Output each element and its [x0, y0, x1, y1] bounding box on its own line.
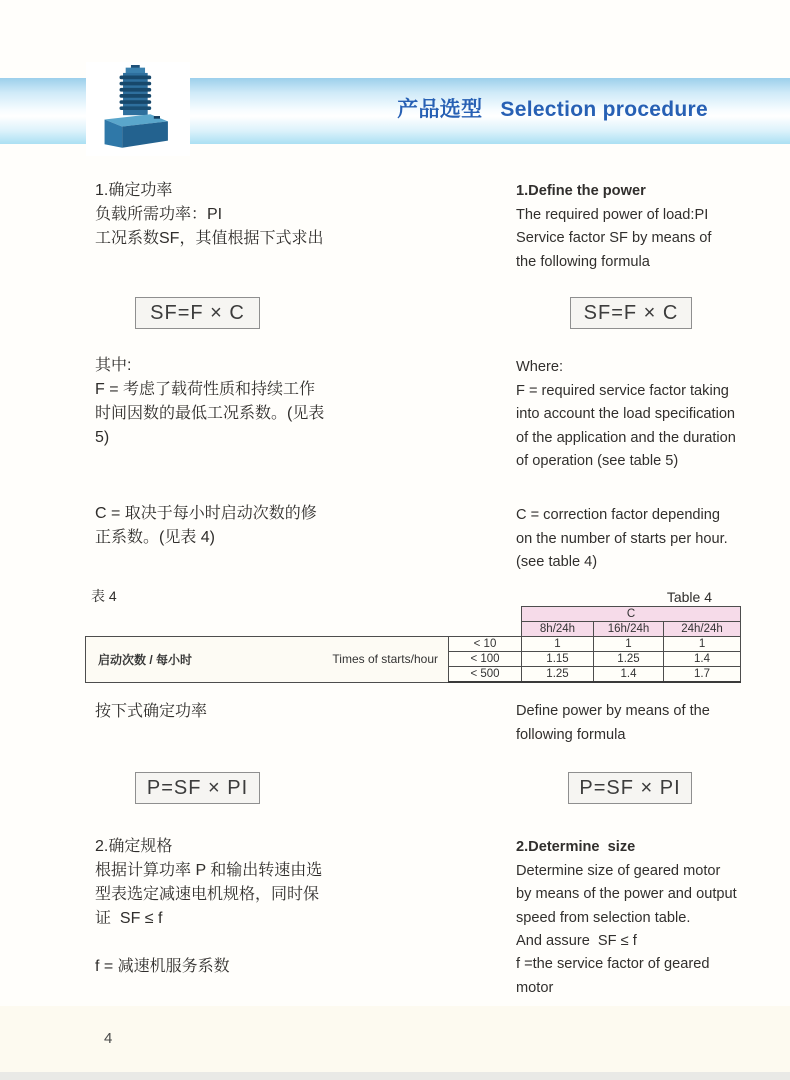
- paragraph-line: C = 取决于每小时启动次数的修: [95, 505, 317, 522]
- table-cell: 1: [664, 637, 741, 652]
- section-c-factor-zh: [95, 502, 317, 550]
- define-power-en: [516, 700, 710, 747]
- table-header-cell: 8h/24h: [522, 622, 594, 637]
- table-row: [86, 637, 741, 652]
- paragraph-line: motor: [516, 979, 554, 996]
- table-row-header-cols: [86, 622, 741, 637]
- paragraph-line: 时间因数的最低工况系数。(见表: [95, 405, 325, 422]
- rowlabel-zh: 启动次数 / 每小时: [98, 652, 193, 667]
- paragraph-line: 按下式确定功率: [95, 703, 208, 720]
- paragraph-line: C = correction factor depending: [516, 507, 721, 523]
- paragraph-line: 正系数。(见表 4): [95, 529, 216, 546]
- rowlabel-en: Times of starts/hour: [332, 652, 438, 667]
- page-edge-strip: [0, 1072, 790, 1080]
- section-heading: 1.Define the power: [516, 183, 646, 199]
- table-cell: 1.15: [522, 652, 594, 667]
- table-cell-limit: < 100: [449, 652, 522, 667]
- paragraph-line: F = 考虑了载荷性质和持续工作: [95, 381, 316, 398]
- paragraph-line: 根据计算功率 P 和输出转速由选: [95, 862, 323, 879]
- paragraph-line: f =the service factor of geared: [516, 956, 710, 972]
- table-cell: 1.7: [664, 667, 741, 683]
- paragraph-line: 1.确定功率: [95, 182, 173, 199]
- table4-label-zh: 表 4: [91, 588, 117, 604]
- paragraph-line: the following formula: [516, 253, 650, 270]
- paragraph-line: on the number of starts per hour.: [516, 530, 728, 547]
- table-header-cell: 24h/24h: [664, 622, 741, 637]
- paragraph-line: Determine size of geared motor: [516, 862, 721, 879]
- paragraph-line: of the application and the duration: [516, 429, 736, 446]
- table-cell-limit: < 500: [449, 667, 522, 683]
- page-title-zh: 产品选型: [397, 98, 483, 121]
- section-1-zh: [95, 179, 323, 251]
- formula-p-box-en: P=SF × PI: [568, 772, 692, 804]
- table-cell: 1.4: [594, 667, 664, 683]
- page-title: [190, 93, 748, 123]
- paragraph-line: 证 SF ≤ f: [95, 910, 163, 927]
- table-cell: 1: [594, 637, 664, 652]
- paragraph-line: 工况系数SF，其值根据下式求出: [95, 230, 324, 247]
- table-cell: 1.25: [522, 667, 594, 683]
- paragraph-line: And assure SF ≤ f: [516, 933, 637, 950]
- table-rowlabel-cell: [86, 637, 449, 683]
- table4-label-en: Table 4: [666, 589, 712, 605]
- gear-motor-photo-icon: [94, 64, 182, 154]
- service-factor-en: [516, 953, 709, 1000]
- section-where-en: [516, 356, 736, 474]
- paragraph-line: into account the load specification: [516, 406, 736, 423]
- table-header-cell-c: C: [522, 607, 741, 622]
- product-photo-frame: [86, 62, 190, 156]
- paragraph-line: 5): [95, 429, 110, 446]
- section-2-zh: [95, 835, 322, 931]
- paragraph-line: Define power by means of the: [516, 703, 710, 719]
- formula-sf-box-zh: SF=F × C: [135, 297, 260, 329]
- paragraph-line: F = required service factor taking: [516, 382, 729, 399]
- paragraph-line: Where:: [516, 359, 564, 375]
- section-2-en: [516, 836, 737, 954]
- table-cell: 1.25: [594, 652, 664, 667]
- section-c-factor-en: [516, 504, 728, 575]
- section-where-zh: [95, 354, 324, 450]
- table-cell: 1: [522, 637, 594, 652]
- table-header-cell: 16h/24h: [594, 622, 664, 637]
- paragraph-line: (see table 4): [516, 554, 598, 571]
- page-bottom-tint: [0, 1006, 790, 1072]
- table-cell-limit: < 10: [449, 637, 522, 652]
- formula-sf-box-en: SF=F × C: [570, 297, 692, 329]
- paragraph-line: The required power of load:PI: [516, 206, 709, 223]
- page-title-en: Selection procedure: [500, 98, 708, 121]
- paragraph-line: following formula: [516, 726, 626, 743]
- table-row-header-c: [86, 607, 741, 622]
- paragraph-line: 型表选定减速电机规格，同时保: [95, 886, 320, 903]
- table-4: [85, 606, 741, 683]
- header-band-left: [0, 78, 86, 144]
- paragraph-line: 负载所需功率：PI: [95, 206, 223, 223]
- define-power-zh: [95, 700, 207, 724]
- paragraph-line: speed from selection table.: [516, 909, 691, 926]
- paragraph-line: 其中:: [95, 357, 132, 374]
- paragraph-line: Service factor SF by means of: [516, 230, 712, 247]
- formula-p-box-zh: P=SF × PI: [135, 772, 260, 804]
- service-factor-zh: [95, 955, 230, 979]
- paragraph-line: f = 减速机服务系数: [95, 958, 230, 975]
- paragraph-line: 2.确定规格: [95, 838, 173, 855]
- section-1-en: [516, 180, 711, 274]
- paragraph-line: by means of the power and output: [516, 886, 737, 903]
- page-number: 4: [104, 1030, 113, 1047]
- table-cell: 1.4: [664, 652, 741, 667]
- section-heading: 2.Determine size: [516, 839, 636, 855]
- paragraph-line: of operation (see table 5): [516, 453, 679, 470]
